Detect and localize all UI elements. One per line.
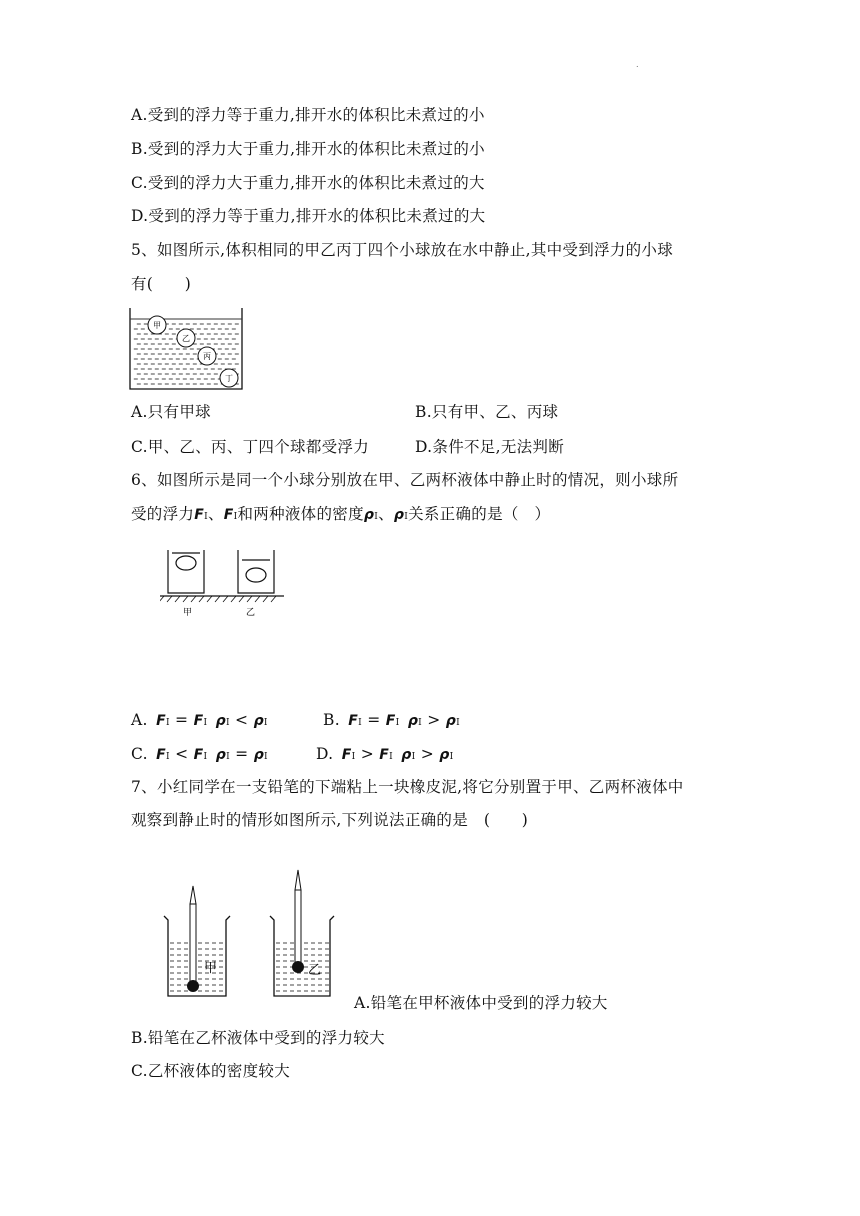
q6-figure-cups xyxy=(160,548,286,622)
q7-stem-line2: 观察到静止时的情形如图所示,下列说法正确的是 ( ) xyxy=(131,811,529,829)
q5-balls xyxy=(148,316,238,387)
q5-option-c: C.甲、乙、丙、丁四个球都受浮力 xyxy=(131,438,370,456)
cup-label-yi: 乙 xyxy=(246,608,256,618)
q7-option-c: C.乙杯液体的密度较大 xyxy=(131,1062,291,1080)
q5-option-b: B.只有甲、乙、丙球 xyxy=(415,403,559,421)
ball-label-bing: 丙 xyxy=(203,352,211,361)
q4-option-b: B.受到的浮力大于重力,排开水的体积比未煮过的小 xyxy=(131,140,485,158)
symbol-f1: F xyxy=(194,507,205,523)
q4-option-d: D.受到的浮力等于重力,排开水的体积比未煮过的大 xyxy=(131,207,486,225)
q7-figure-beakers xyxy=(160,866,340,1002)
q6-option-c: C. FI < FI ρI = ρI xyxy=(131,745,268,763)
ball-label-ding: 丁 xyxy=(225,374,233,383)
q7-option-a: A.铅笔在甲杯液体中受到的浮力较大 xyxy=(354,994,608,1012)
q6-stem-line2: 受的浮力FI、FI和两种液体的密度ρI、ρI关系正确的是（ ） xyxy=(131,505,551,523)
symbol-rho2: ρ xyxy=(393,507,405,523)
q5-option-a: A.只有甲球 xyxy=(131,403,211,421)
q6-option-a: A. FI = FI ρI < ρI xyxy=(131,711,268,729)
beaker-label-yi: 乙 xyxy=(308,963,322,978)
q5-stem-line1: 5、如图所示,体积相同的甲乙丙丁四个小球放在水中静止,其中受到浮力的小球 xyxy=(131,241,674,259)
beaker-label-jia: 甲 xyxy=(204,961,218,976)
symbol-f2: F xyxy=(223,507,234,523)
symbol-rho1: ρ xyxy=(363,507,375,523)
q6-stem-line1: 6、如图所示是同一个小球分别放在甲、乙两杯液体中静止时的情况，则小球所 xyxy=(131,471,679,489)
q7-option-b: B.铅笔在乙杯液体中受到的浮力较大 xyxy=(131,1029,385,1047)
top-mark: . xyxy=(636,60,639,69)
q4-option-a: A.受到的浮力等于重力,排开水的体积比未煮过的小 xyxy=(131,106,485,124)
q5-figure-tank xyxy=(128,306,246,392)
q5-stem-line2: 有( ) xyxy=(131,275,192,293)
q5-option-d: D.条件不足,无法判断 xyxy=(415,438,565,456)
cup-label-jia: 甲 xyxy=(183,608,193,618)
q4-option-c: C.受到的浮力大于重力,排开水的体积比未煮过的大 xyxy=(131,174,485,192)
ball-label-yi: 乙 xyxy=(182,334,190,343)
ball-label-jia: 甲 xyxy=(153,321,161,330)
q6-option-b: B. FI = FI ρI > ρI xyxy=(323,711,460,729)
q7-stem-line1: 7、小红同学在一支铅笔的下端粘上一块橡皮泥,将它分别置于甲、乙两杯液体中 xyxy=(131,778,684,796)
q6-option-d: D. FI > FI ρI > ρI xyxy=(316,745,454,763)
